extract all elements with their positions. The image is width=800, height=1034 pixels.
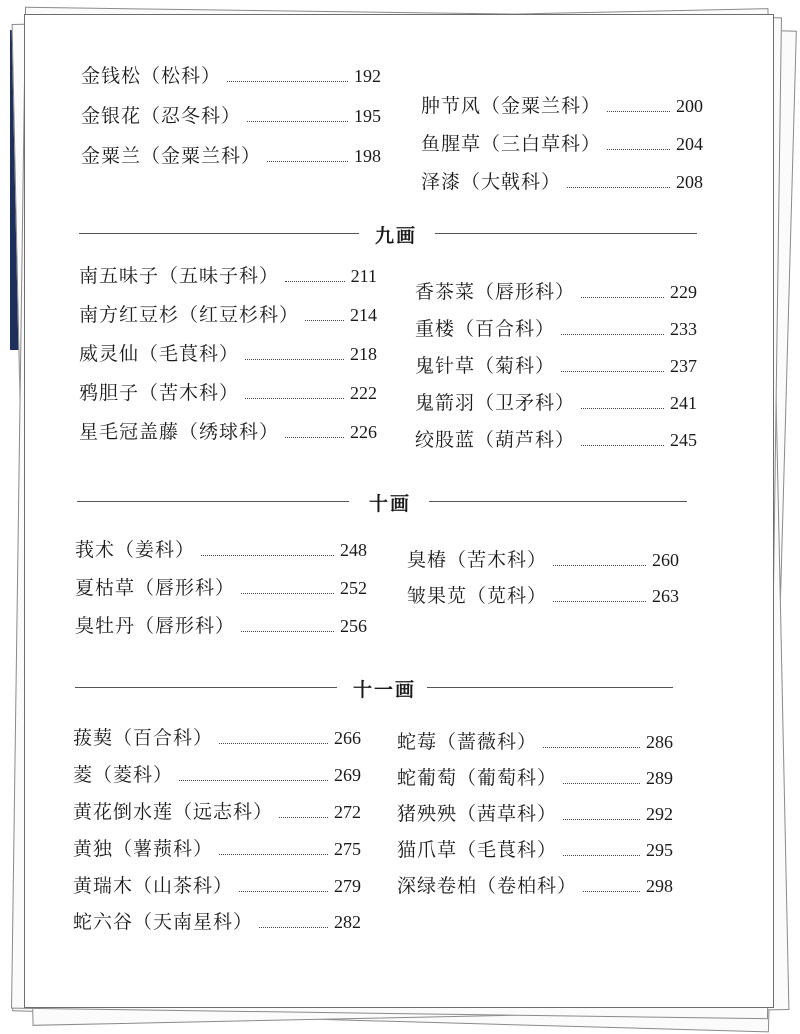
entry-family: （苋科） <box>467 585 548 607</box>
index-entry[interactable] <box>75 573 367 600</box>
entry-page: 222 <box>350 383 377 403</box>
leader-dots <box>239 891 328 892</box>
section-title: 十画 <box>369 493 412 515</box>
entry-family: （菱科） <box>93 764 174 786</box>
entry-name: 黄瑞木 <box>73 875 134 897</box>
entry-family: （百合科） <box>113 727 214 749</box>
entry-name: 黄花倒水莲 <box>73 801 174 823</box>
entry-family: （百合科） <box>455 318 556 340</box>
entry-name: 肿节风 <box>421 95 482 117</box>
index-entry[interactable] <box>421 129 703 156</box>
leader-dots <box>563 855 640 856</box>
leader-dots <box>567 187 670 188</box>
entry-page: 266 <box>334 728 361 748</box>
index-entry[interactable] <box>79 300 377 327</box>
entry-family: （毛茛科） <box>457 839 558 861</box>
leader-dots <box>563 819 640 820</box>
leader-dots <box>561 334 664 335</box>
index-entry[interactable] <box>397 727 673 754</box>
entry-family: （金粟兰科） <box>481 95 602 117</box>
entry-family: （绣球科） <box>179 421 280 443</box>
index-entry[interactable] <box>397 871 673 898</box>
index-entry[interactable] <box>79 261 377 288</box>
entry-page: 260 <box>652 550 679 570</box>
leader-dots <box>219 743 328 744</box>
leader-dots <box>245 398 344 399</box>
leader-dots <box>241 631 334 632</box>
index-entry[interactable] <box>73 834 361 861</box>
entry-page: 279 <box>334 876 361 896</box>
entry-family: （苦木科） <box>447 549 548 571</box>
index-entry[interactable] <box>415 277 697 304</box>
entry-page: 198 <box>354 146 381 166</box>
index-entry[interactable] <box>79 339 377 366</box>
index-entry[interactable] <box>407 545 679 572</box>
entry-name: 重楼 <box>415 318 456 340</box>
leader-dots <box>607 149 670 150</box>
leader-dots <box>285 437 344 438</box>
entry-page: 286 <box>646 732 673 752</box>
entry-name: 菝葜 <box>73 727 114 749</box>
leader-dots <box>227 81 348 82</box>
section-rule <box>427 687 673 688</box>
leader-dots <box>581 297 664 298</box>
entry-name: 菱 <box>73 764 94 786</box>
entry-family: （卫矛科） <box>475 392 576 414</box>
entry-family: （蔷薇科） <box>437 731 538 753</box>
entry-family: （唇形科） <box>135 577 236 599</box>
leader-dots <box>543 747 640 748</box>
leader-dots <box>247 121 348 122</box>
leader-dots <box>201 555 334 556</box>
index-entry[interactable] <box>421 167 703 194</box>
entry-name: 臭椿 <box>407 549 448 571</box>
entry-name: 金银花 <box>81 105 142 127</box>
entry-page: 289 <box>646 768 673 788</box>
entry-family: （远志科） <box>173 801 274 823</box>
leader-dots <box>607 111 670 112</box>
index-entry[interactable] <box>397 835 673 862</box>
entry-name: 金粟兰 <box>81 145 142 167</box>
entry-name: 南方红豆杉 <box>79 304 180 326</box>
entry-name: 绞股蓝 <box>415 429 476 451</box>
section-rule <box>77 501 349 502</box>
leader-dots <box>241 593 334 594</box>
leader-dots <box>583 891 640 892</box>
index-page <box>24 14 774 1008</box>
leader-dots <box>553 565 646 566</box>
index-entry[interactable] <box>81 61 381 88</box>
entry-page: 229 <box>670 282 697 302</box>
entry-page: 208 <box>676 172 703 192</box>
entry-family: （唇形科） <box>475 281 576 303</box>
index-entry[interactable] <box>415 351 697 378</box>
entry-family: （唇形科） <box>135 615 236 637</box>
entry-page: 200 <box>676 96 703 116</box>
entry-name: 金钱松 <box>81 65 142 87</box>
entry-family: （毛茛科） <box>139 343 240 365</box>
entry-name: 鬼箭羽 <box>415 392 476 414</box>
entry-name: 深绿卷柏 <box>397 875 478 897</box>
entry-page: 211 <box>350 266 377 286</box>
entry-family: （忍冬科） <box>141 105 242 127</box>
entry-family: （葫芦科） <box>475 429 576 451</box>
index-entry[interactable] <box>73 760 361 787</box>
entry-page: 192 <box>354 66 381 86</box>
section-title: 九画 <box>375 225 418 247</box>
entry-name: 臭牡丹 <box>75 615 136 637</box>
entry-name: 蛇六谷 <box>73 911 134 933</box>
entry-name: 鬼针草 <box>415 355 476 377</box>
entry-family: （金粟兰科） <box>141 145 262 167</box>
index-entry[interactable] <box>421 91 703 118</box>
entry-page: 295 <box>646 840 673 860</box>
entry-page: 269 <box>334 765 361 785</box>
entry-name: 泽漆 <box>421 171 462 193</box>
entry-page: 195 <box>354 106 381 126</box>
index-entry[interactable] <box>79 417 377 444</box>
entry-name: 南五味子 <box>79 265 160 287</box>
entry-family: （大戟科） <box>461 171 562 193</box>
leader-dots <box>581 445 664 446</box>
leader-dots <box>581 408 664 409</box>
section-title: 十一画 <box>353 679 417 701</box>
entry-page: 263 <box>652 586 679 606</box>
section-header <box>75 675 673 699</box>
entry-family: （薯蓣科） <box>113 838 214 860</box>
entry-name: 猪殃殃 <box>397 803 458 825</box>
entry-family: （葡萄科） <box>457 767 558 789</box>
entry-name: 香茶菜 <box>415 281 476 303</box>
entry-name: 鸦胆子 <box>79 382 140 404</box>
entry-page: 256 <box>340 616 367 636</box>
section-header <box>79 221 697 245</box>
entry-name: 蛇葡萄 <box>397 767 458 789</box>
entry-page: 241 <box>670 393 697 413</box>
leader-dots <box>305 320 344 321</box>
entry-name: 鱼腥草 <box>421 133 482 155</box>
index-entry[interactable] <box>73 797 361 824</box>
entry-name: 黄独 <box>73 838 114 860</box>
index-entry[interactable] <box>75 535 367 562</box>
index-entry[interactable] <box>81 141 381 168</box>
index-entry[interactable] <box>79 378 377 405</box>
leader-dots <box>179 780 328 781</box>
index-entry[interactable] <box>415 314 697 341</box>
index-entry[interactable] <box>81 101 381 128</box>
entry-page: 275 <box>334 839 361 859</box>
leader-dots <box>279 817 328 818</box>
entry-name: 蛇莓 <box>397 731 438 753</box>
section-header <box>77 489 687 513</box>
entry-family: （三白草科） <box>481 133 602 155</box>
entry-page: 233 <box>670 319 697 339</box>
entry-page: 226 <box>350 422 377 442</box>
section-rule <box>429 501 687 502</box>
index-entry[interactable] <box>397 763 673 790</box>
section-rule <box>435 233 697 234</box>
entry-family: （苦木科） <box>139 382 240 404</box>
entry-family: （山茶科） <box>133 875 234 897</box>
entry-family: （天南星科） <box>133 911 254 933</box>
entry-page: 292 <box>646 804 673 824</box>
entry-page: 282 <box>334 912 361 932</box>
entry-page: 214 <box>350 305 377 325</box>
index-entry[interactable] <box>397 799 673 826</box>
index-entry[interactable] <box>73 907 361 934</box>
entry-page: 237 <box>670 356 697 376</box>
entry-name: 皱果苋 <box>407 585 468 607</box>
leader-dots <box>267 161 348 162</box>
entry-name: 夏枯草 <box>75 577 136 599</box>
entry-name: 莪术 <box>75 539 116 561</box>
entry-family: （红豆杉科） <box>179 304 300 326</box>
leader-dots <box>219 854 328 855</box>
entry-page: 245 <box>670 430 697 450</box>
leader-dots <box>561 371 664 372</box>
index-entry[interactable] <box>407 581 679 608</box>
index-entry[interactable] <box>73 871 361 898</box>
entry-name: 威灵仙 <box>79 343 140 365</box>
section-rule <box>75 687 337 688</box>
leader-dots <box>259 927 328 928</box>
leader-dots <box>553 601 646 602</box>
entry-page: 298 <box>646 876 673 896</box>
entry-page: 272 <box>334 802 361 822</box>
entry-page: 248 <box>340 540 367 560</box>
entry-family: （卷柏科） <box>477 875 578 897</box>
index-entry[interactable] <box>415 425 697 452</box>
leader-dots <box>245 359 344 360</box>
entry-family: （松科） <box>141 65 222 87</box>
entry-page: 218 <box>350 344 377 364</box>
entry-page: 252 <box>340 578 367 598</box>
index-entry[interactable] <box>75 611 367 638</box>
index-entry[interactable] <box>73 723 361 750</box>
entry-page: 204 <box>676 134 703 154</box>
index-entry[interactable] <box>415 388 697 415</box>
leader-dots <box>563 783 640 784</box>
entry-family: （茜草科） <box>457 803 558 825</box>
section-rule <box>79 233 359 234</box>
entry-family: （姜科） <box>115 539 196 561</box>
entry-name: 星毛冠盖藤 <box>79 421 180 443</box>
entry-name: 猫爪草 <box>397 839 458 861</box>
leader-dots <box>285 281 345 282</box>
entry-family: （菊科） <box>475 355 556 377</box>
entry-family: （五味子科） <box>159 265 280 287</box>
